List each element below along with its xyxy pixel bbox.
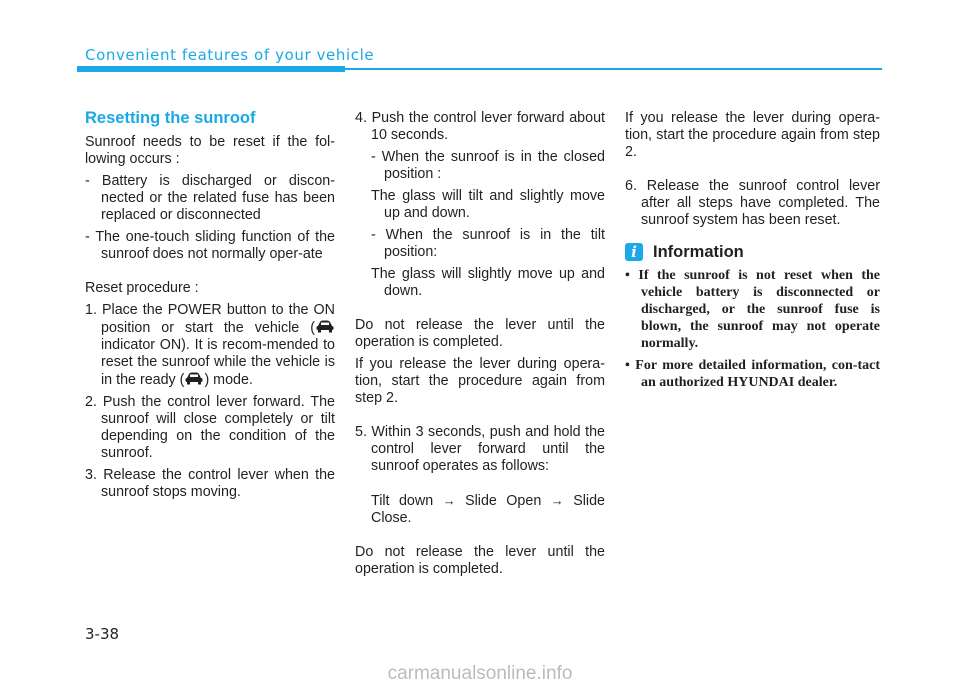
do-not-release-note: Do not release the lever until the operation is completed. (355, 544, 605, 577)
step-1-text-c: ) mode. (204, 372, 253, 388)
section-title: Resetting the sunroof (85, 109, 256, 127)
sequence-slide-close: Slide Close. (371, 493, 605, 526)
column-left (85, 110, 335, 501)
page-number: 3-38 (85, 625, 120, 643)
step-2: 2. Push the control lever forward. The sunroof will close completely or tilt depending on the condition of the sunroof. (85, 394, 335, 461)
information-title: Information (653, 242, 744, 261)
watermark: carmanualsonline.info (387, 663, 573, 684)
condition-sliding: - The one-touch sliding function of the sunroof does not normally oper-ate (85, 229, 335, 262)
info-item: • For more detailed information, con-tact an authorized HYUNDAI dealer. (625, 358, 880, 390)
info-item: • If the sunroof is not reset when the vehicle battery is disconnected or discharged, or the sunroof fuse is blown, the sunroof may not operate normally. (625, 268, 880, 351)
column-right (625, 110, 880, 396)
restart-note: If you release the lever during opera-tion, start the procedure again from step 2. (625, 110, 880, 160)
header-title: Convenient features of your vehicle (85, 46, 375, 64)
intro-text: Sunroof needs to be reset if the fol-lowing occurs : (85, 134, 335, 167)
ready-mode-icon (184, 371, 204, 386)
reset-procedure-label: Reset procedure : (85, 280, 199, 296)
step-1-text-a: 1. Place the POWER button to the ON position or start the vehicle ( (85, 302, 335, 336)
sequence-tilt-down: Tilt down (371, 493, 434, 509)
arrow-icon: → (550, 493, 564, 508)
ready-indicator-icon (315, 319, 335, 334)
step-3: 3. Release the control lever when the sunroof stops moving. (85, 467, 335, 500)
closed-position-desc: The glass will tilt and slightly move up and down. (371, 188, 605, 221)
step-1-text-b: indicator ON). It is recom-mended to reset the sunroof while the vehicle is in the ready ( (101, 337, 335, 388)
column-middle (355, 110, 605, 578)
tilt-position-case: - When the sunroof is in the tilt position: (371, 227, 605, 260)
arrow-icon: → (442, 493, 456, 508)
header-accent-bar (77, 66, 345, 72)
closed-position-case: - When the sunroof is in the closed position : (371, 149, 605, 182)
restart-note: If you release the lever during opera-tion, start the procedure again from step 2. (355, 356, 605, 406)
info-icon: i (625, 243, 643, 261)
condition-battery: - Battery is discharged or discon-nected or the related fuse has been replaced or disconnected (85, 173, 335, 223)
step-5: 5. Within 3 seconds, push and hold the control lever forward until the sunroof operates as follows: (355, 424, 605, 474)
tilt-position-desc: The glass will slightly move up and down. (371, 266, 605, 299)
information-list (625, 267, 880, 391)
header-rule (345, 68, 882, 70)
information-header (625, 243, 880, 261)
do-not-release-note: Do not release the lever until the operation is completed. (355, 317, 605, 350)
step-6: 6. Release the sunroof control lever after all steps have completed. The sunroof system has been reset. (625, 178, 880, 228)
step-4: 4. Push the control lever forward about 10 seconds. (355, 110, 605, 143)
operation-sequence (355, 492, 605, 527)
sequence-slide-open: Slide Open (465, 493, 542, 509)
step-1 (85, 302, 335, 389)
